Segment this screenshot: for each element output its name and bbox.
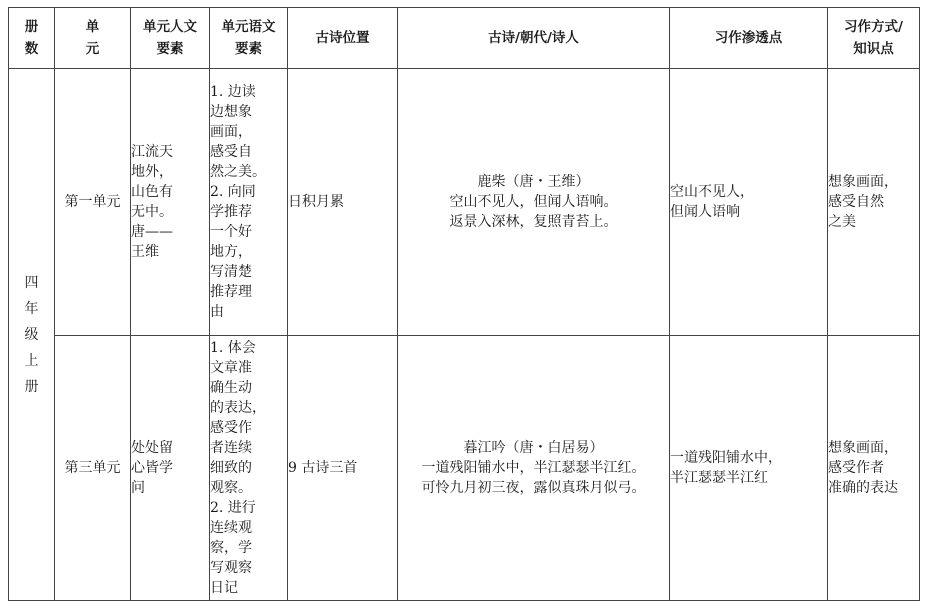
grade-cell: 四 年 级 上 册 xyxy=(9,69,55,601)
header-writing: 习作渗透点 xyxy=(670,8,828,69)
table-row xyxy=(9,69,920,336)
poem-line: 可怜九月初三夜，露似真珠月似弓。 xyxy=(421,480,646,496)
header-row xyxy=(9,8,920,69)
poem-title: 暮江吟（唐・白居易） xyxy=(463,440,604,456)
poem-line: 一道残阳铺水中，半江瑟瑟半江红。 xyxy=(421,460,646,476)
header-method: 习作方式/ 知识点 xyxy=(828,8,920,69)
poem-line: 空山不见人，但闻人语响。 xyxy=(449,194,618,210)
header-grade: 册 数 xyxy=(9,8,55,69)
writing-method-cell: 想象画面， 感受自然 之美 xyxy=(828,69,920,336)
header-language: 单元语文 要素 xyxy=(210,8,288,69)
humanity-cell: 处处留 心皆学 问 xyxy=(131,336,210,601)
writing-point-cell: 一道残阳铺水中， 半江瑟瑟半江红 xyxy=(670,336,828,601)
writing-method-cell: 想象画面， 感受作者 准确的表达 xyxy=(828,336,920,601)
language-cell: 1. 体会 文章准 确生动 的表达， 感受作 者连续 细致的 观察。 2. 进行 连续观 察，学 写观察 日记 xyxy=(210,336,288,601)
language-cell: 1. 边读 边想象 画面， 感受自 然之美。 2. 向同 学推荐 一个好 地方， 写清楚 推荐理 由 xyxy=(210,69,288,336)
poem-title: 鹿柴（唐・王维） xyxy=(477,174,590,190)
curriculum-table xyxy=(8,7,920,601)
header-poem: 古诗/朝代/诗人 xyxy=(398,8,670,69)
poem-position-cell: 日积月累 xyxy=(288,69,398,336)
table-row xyxy=(9,336,920,601)
header-humanity: 单元人文 要素 xyxy=(131,8,210,69)
header-position: 古诗位置 xyxy=(288,8,398,69)
poem-cell xyxy=(398,336,670,601)
humanity-cell: 江流天 地外， 山色有 无中。 唐—— 王维 xyxy=(131,69,210,336)
unit-cell: 第一单元 xyxy=(55,69,131,336)
poem-position-cell: 9 古诗三首 xyxy=(288,336,398,601)
unit-cell: 第三单元 xyxy=(55,336,131,601)
poem-cell xyxy=(398,69,670,336)
header-unit: 单 元 xyxy=(55,8,131,69)
poem-line: 返景入深林，复照青苔上。 xyxy=(449,214,618,230)
writing-point-cell: 空山不见人， 但闻人语响 xyxy=(670,69,828,336)
